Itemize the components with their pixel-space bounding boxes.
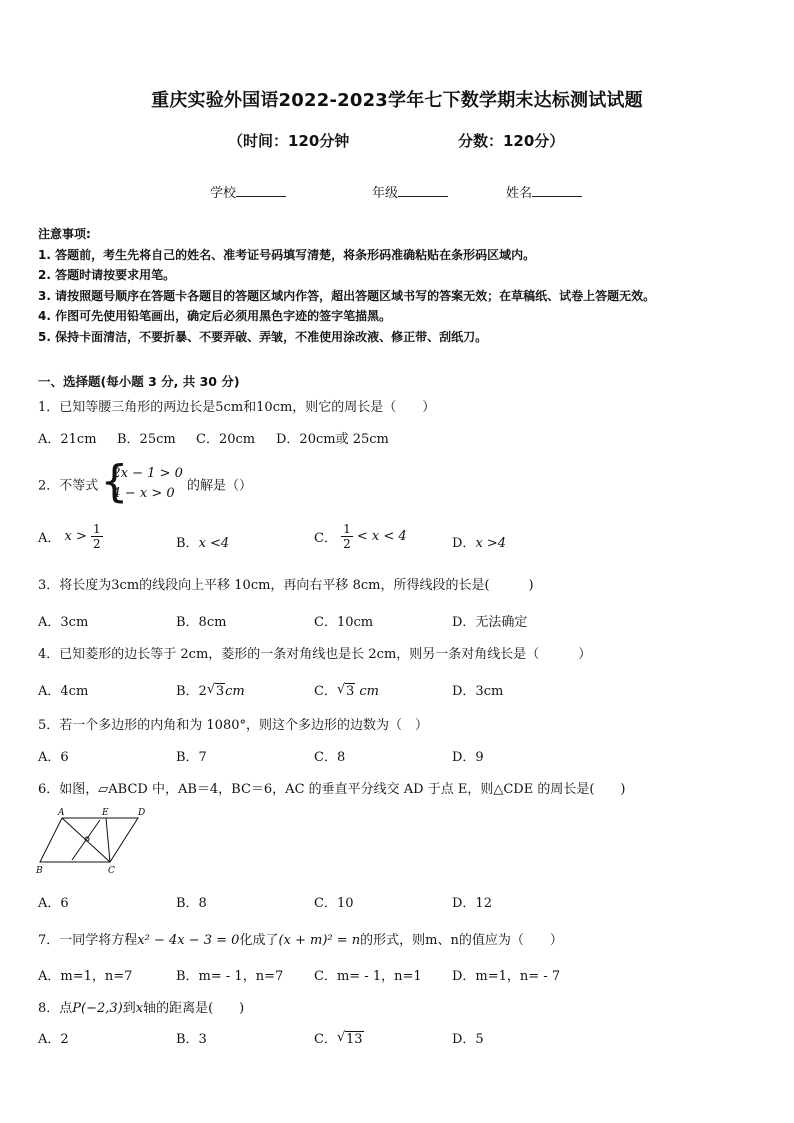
q6-option-a: A．6 [38,896,69,911]
q2-inequality-system [100,456,183,507]
q8-option-c: C． √ 13 [314,1030,363,1047]
q3-option-b: B．8cm [176,615,227,630]
q6-option-b: B．8 [176,896,207,911]
name-field [506,182,582,201]
q1-option-c: C．20cm [196,432,256,447]
q8-option-d: D．5 [452,1032,484,1047]
q2-suffix: 的解是（） [187,478,253,494]
q4-option-b: B．2 √ 3cm [176,682,245,699]
q7-option-c: C．m= - 1，n=1 [314,969,422,984]
notice-item: 4. 作图可先使用铅笔画出，确定后必须用黑色字迹的签字笔描黑。 [38,309,392,323]
q2-line-2: 4 − x > 0 [112,486,175,501]
notice-item: 1. 答题前，考生先将自己的姓名、准考证号码填写清楚，将条形码准确粘贴在条形码区域内。 [38,248,536,262]
q4-option-a: A．4cm [38,684,89,699]
name-blank [532,182,582,197]
q7-option-a: A．m=1，n=7 [38,969,133,984]
q3-option-a: A．3cm [38,615,89,630]
question-7-stem: 7．一同学将方程x² − 4x − 3 = 0化成了(x + m)² = n的形式，则m、n的值应为（ ） [38,933,563,948]
square-root: √ 13 [336,1030,363,1047]
label-d: D [138,808,146,818]
q6-option-c: C．10 [314,896,354,911]
question-5-stem: 5．若一个多边形的内角和为 1080°，则这个多边形的边数为（ ） [38,718,428,733]
question-1-stem: 1．已知等腰三角形的两边长是5cm和10cm，则它的周长是（ ） [38,400,436,415]
q2-option-d: D．x >4 [452,536,507,551]
q4-option-c: C． √ 3 cm [314,682,379,699]
left-brace-icon: { [100,456,129,507]
label-c: C [108,866,115,876]
square-root: √ 3 [206,682,225,699]
q4-option-d: D．3cm [452,684,504,699]
notice-item: 5. 保持卡面清洁，不要折暴、不要弄破、弄皱，不准使用涂改液、修正带、刮纸刀。 [38,330,488,344]
q7-option-b: B．m= - 1，n=7 [176,969,284,984]
fraction: $\frac{1}{2}$ [343,522,351,551]
school-label: 学校 [210,186,237,201]
q5-option-a: A．6 [38,750,69,765]
label-b: B [36,866,43,876]
question-2-stem [38,456,253,507]
label-e: E [102,808,109,818]
name-label: 姓名 [506,186,533,201]
q1-option-d: D．20cm或 25cm [276,432,389,447]
label-a: A [58,808,65,818]
q5-option-c: C．8 [314,750,346,765]
q8-option-b: B．3 [176,1032,207,1047]
question-4-stem: 4．已知菱形的边长等于 2cm，菱形的一条对角线也是长 2cm，则另一条对角线长是（ ） [38,647,592,662]
q2-line-1: 2x − 1 > 0 [112,466,183,481]
exam-score: 分数：120分） [458,132,565,150]
question-6-stem: 6．如图，▱ABCD 中，AB＝4，BC＝6，AC 的垂直平分线交 AD 于点 E，则△CDE 的周长是( ) [38,782,626,797]
notice-heading: 注意事项: [38,227,91,241]
grade-field [372,182,448,201]
notice-item: 3. 请按照题号顺序在答题卡各题目的答题区域内作答，超出答题区域书写的答案无效；在草稿纸、试卷上答题无效。 [38,289,656,303]
q2-prefix: 2．不等式 [38,478,99,494]
q8-option-a: A．2 [38,1032,69,1047]
q7-option-d: D．m=1，n= - 7 [452,969,561,984]
grade-label: 年级 [372,186,399,201]
square-root: √ 3 [336,682,355,699]
notice-item: 2. 答题时请按要求用笔。 [38,268,176,282]
q1-option-a: A．21cm [38,432,97,447]
equation-2: (x + m)² = n [278,933,361,948]
fraction: $\frac{1}{2}$ [93,522,101,551]
grade-blank [398,182,448,197]
q2-option-b: B．x <4 [176,536,230,551]
school-blank [236,182,286,197]
question-8-stem: 8．点P(−2,3)到x轴的距离是( ) [38,1001,245,1016]
q2-option-c: C． $\frac{1}{2}$ < x < 4 [314,522,407,551]
segment-ec [106,818,110,862]
point-p: P(−2,3) [72,1001,123,1016]
q3-option-d: D．无法确定 [452,615,528,630]
q5-option-b: B．7 [176,750,207,765]
q5-option-d: D．9 [452,750,484,765]
q6-option-d: D．12 [452,896,492,911]
exam-time: （时间：120分钟 [228,132,350,150]
page-title: 重庆实验外国语2022-2023学年七下数学期末达标测试试题 [151,90,643,111]
school-field [210,182,286,201]
q2-option-a: A． x > $\frac{1}{2}$ [38,522,101,551]
equation-1: x² − 4x − 3 = 0 [137,933,240,948]
perpendicular-bisector [72,820,100,860]
section-heading: 一、选择题(每小题 3 分, 共 30 分) [38,374,240,389]
q3-option-c: C．10cm [314,615,374,630]
parallelogram-figure [34,804,154,878]
question-3-stem: 3．将长度为3cm的线段向上平移 10cm，再向右平移 8cm，所得线段的长是( ) [38,578,534,593]
q1-option-b: B．25cm [117,432,176,447]
